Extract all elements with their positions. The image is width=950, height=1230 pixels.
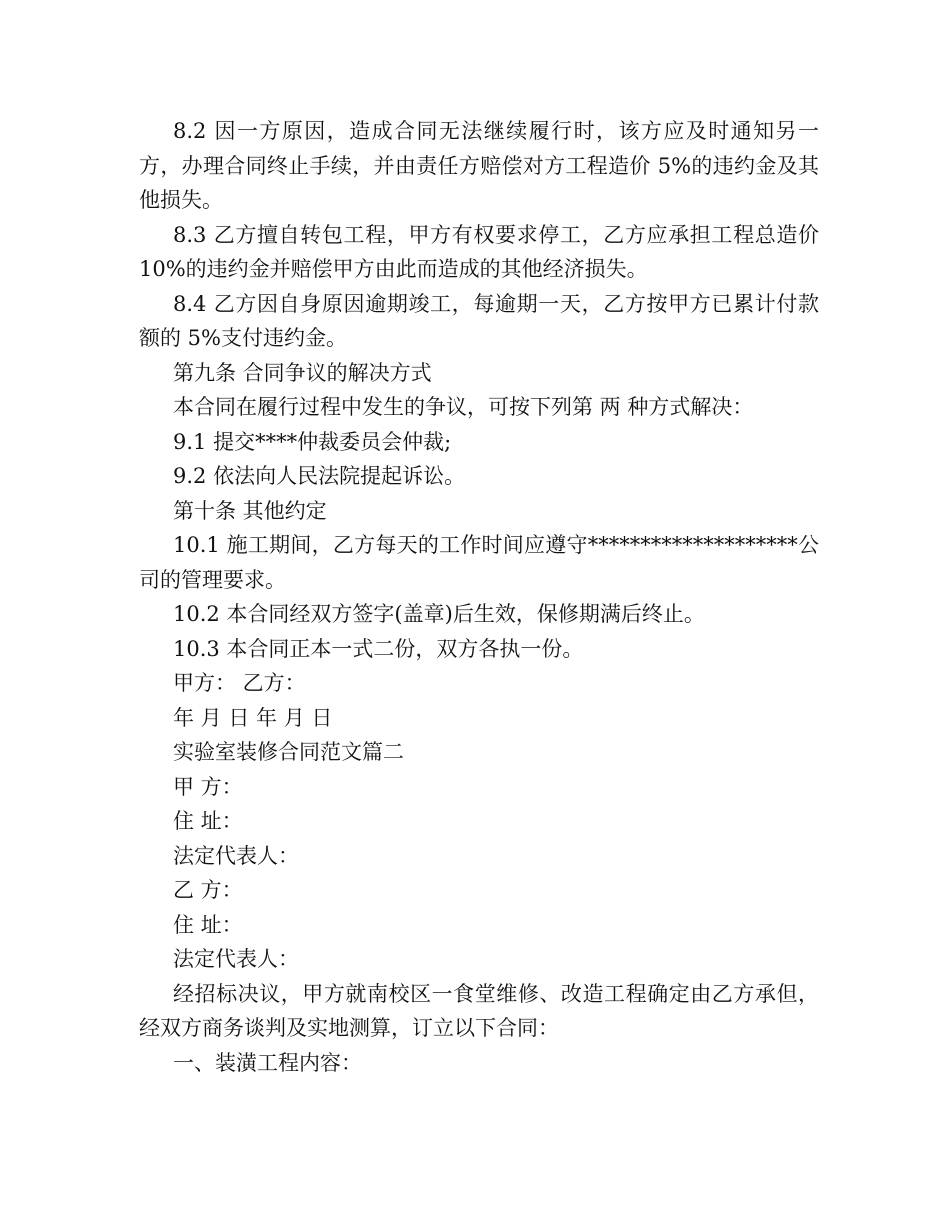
signature-parties: 甲方： 乙方： <box>173 671 306 695</box>
article-9-intro: 本合同在履行过程中发生的争议，可按下列第 两 种方式解决： <box>173 395 754 419</box>
clause-9-1: 9.1 提交****仲裁委员会仲裁; <box>173 429 452 454</box>
party-a-representative: 法定代表人： <box>173 843 299 868</box>
clause-10-1: 10.1 施工期间，乙方每天的工作时间应遵守********************公司的管理要求。 <box>139 533 819 592</box>
clause-8-3: 8.3 乙方擅自转包工程，甲方有权要求停工，乙方应承担工程总造价 10%的违约金并赔偿甲方由此而造成的其他经济损失。 <box>139 222 819 281</box>
preamble: 经招标决议，甲方就南校区一食堂维修、改造工程确定由乙方承但，经双方商务谈判及实地测算，订立以下合同： <box>139 981 819 1040</box>
party-a-label: 甲 方： <box>173 774 243 799</box>
clause-10-3: 10.3 本合同正本一式二份，双方各执一份。 <box>173 636 584 661</box>
party-b-label: 乙 方： <box>173 878 243 902</box>
clause-10-2: 10.2 本合同经双方签字(盖章)后生效，保修期满后终止。 <box>173 602 705 626</box>
section-title: 实验室装修合同范文篇二 <box>173 740 404 764</box>
article-10-heading: 第十条 其他约定 <box>173 498 327 523</box>
clause-9-2: 9.2 依法向人民法院提起诉讼。 <box>173 464 466 488</box>
party-b-address: 住 址： <box>173 912 243 937</box>
section-1-heading: 一、装潢工程内容： <box>173 1050 362 1075</box>
clause-8-2: 8.2 因一方原因，造成合同无法继续履行时，该方应及时通知另一方，办理合同终止手续，并由责任方赔偿对方工程造价 5%的违约金及其他损失。 <box>139 119 819 212</box>
party-a-address: 住 址： <box>173 809 243 833</box>
article-9-heading: 第九条 合同争议的解决方式 <box>173 360 432 385</box>
document-body <box>139 114 819 1080</box>
clause-8-4: 8.4 乙方因自身原因逾期竣工，每逾期一天，乙方按甲方已累计付款额的 5%支付违约金。 <box>139 291 819 350</box>
party-b-representative: 法定代表人： <box>173 947 299 971</box>
signature-dates: 年 月 日 年 月 日 <box>173 705 333 730</box>
